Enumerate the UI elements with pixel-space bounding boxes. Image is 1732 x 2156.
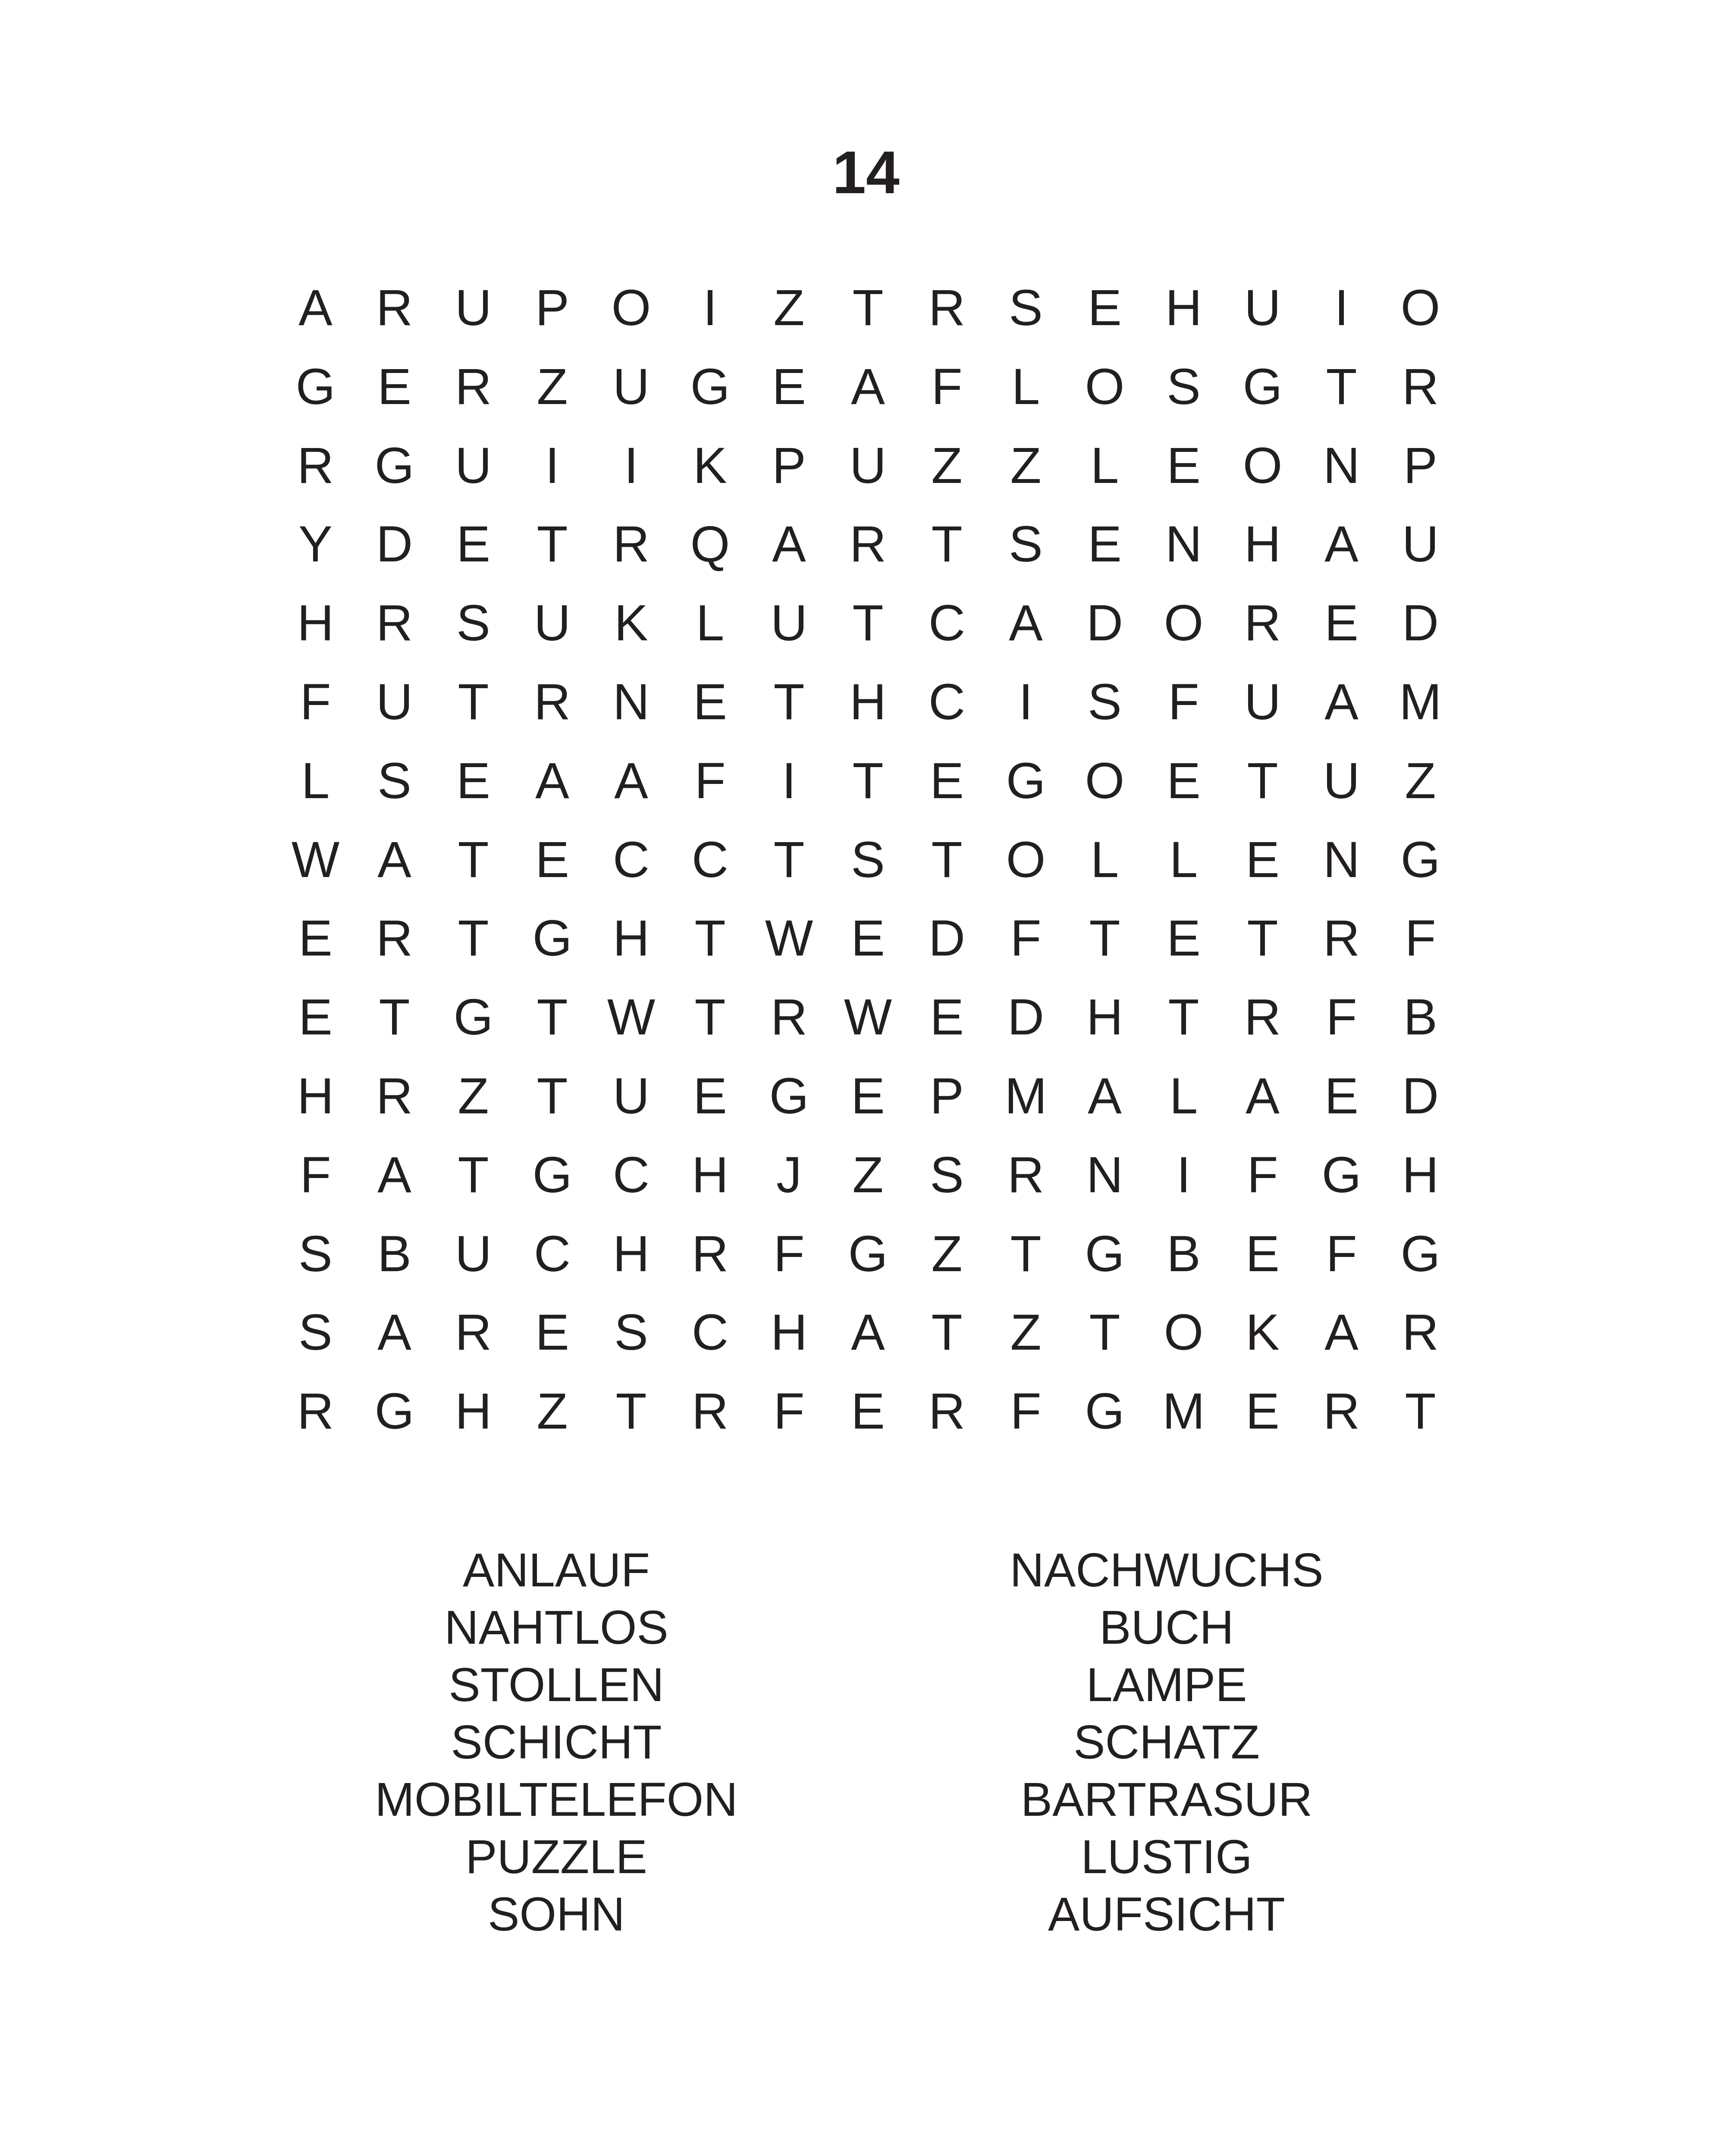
grid-cell: T xyxy=(1247,752,1278,809)
grid-cell: A xyxy=(1324,673,1359,730)
grid-cell: E xyxy=(930,752,964,809)
grid-cell: F xyxy=(1405,910,1436,967)
grid-cell: B xyxy=(1403,989,1437,1046)
word-list-item: NACHWUCHS xyxy=(1010,1544,1324,1597)
word-list-item: LAMPE xyxy=(1086,1658,1247,1711)
grid-cell: Z xyxy=(1405,752,1436,809)
grid-cell: T xyxy=(931,516,963,573)
grid-cell: H xyxy=(455,1383,492,1440)
grid-cell: K xyxy=(693,437,727,494)
grid-cell: K xyxy=(614,595,648,652)
word-list-item: PUZZLE xyxy=(465,1830,647,1883)
grid-cell: E xyxy=(1324,1067,1359,1125)
grid-cell: Z xyxy=(1010,437,1042,494)
grid-cell: O xyxy=(1164,595,1204,652)
grid-cell: R xyxy=(691,1225,729,1282)
grid-cell: T xyxy=(537,989,568,1046)
grid-cell: H xyxy=(612,1225,650,1282)
grid-cell: U xyxy=(376,673,413,730)
grid-cell: W xyxy=(607,989,656,1046)
grid-cell: L xyxy=(1169,1067,1198,1125)
grid-cell: L xyxy=(1169,831,1198,888)
grid-cell: T xyxy=(694,910,726,967)
grid-cell: E xyxy=(377,358,411,415)
grid-cell: E xyxy=(456,752,490,809)
grid-cell: R xyxy=(612,516,650,573)
grid-cell: W xyxy=(291,831,340,888)
grid-cell: H xyxy=(297,1067,334,1125)
grid-cell: R xyxy=(376,279,413,336)
grid-cell: W xyxy=(765,910,813,967)
grid-cell: K xyxy=(1246,1304,1280,1361)
grid-cell: C xyxy=(612,1146,650,1203)
grid-cell: Z xyxy=(773,279,805,336)
grid-cell: A xyxy=(535,752,569,809)
grid-cell: R xyxy=(376,1067,413,1125)
word-list-item: AUFSICHT xyxy=(1048,1888,1285,1941)
word-list-item: ANLAUF xyxy=(463,1544,650,1597)
grid-cell: L xyxy=(301,752,330,809)
grid-cell: E xyxy=(1324,595,1359,652)
grid-cell: E xyxy=(298,989,333,1046)
grid-cell: F xyxy=(773,1225,805,1282)
grid-cell: F xyxy=(1326,989,1357,1046)
grid-cell: R xyxy=(928,279,966,336)
grid-cell: O xyxy=(1400,279,1440,336)
grid-cell: R xyxy=(376,910,413,967)
word-list-item: BARTRASUR xyxy=(1020,1773,1313,1826)
grid-cell: A xyxy=(1088,1067,1122,1125)
grid-cell: U xyxy=(1244,673,1281,730)
grid-cell: H xyxy=(770,1304,808,1361)
grid-cell: I xyxy=(624,437,638,494)
grid-cell: L xyxy=(1090,831,1119,888)
grid-cell: T xyxy=(773,673,805,730)
grid-cell: R xyxy=(691,1383,729,1440)
grid-cell: D xyxy=(1402,1067,1439,1125)
grid-cell: F xyxy=(931,358,963,415)
grid-cell: D xyxy=(1007,989,1045,1046)
grid-cell: H xyxy=(691,1146,729,1203)
grid-cell: C xyxy=(612,831,650,888)
grid-cell: R xyxy=(533,673,571,730)
grid-cell: O xyxy=(611,279,651,336)
grid-cell: S xyxy=(456,595,490,652)
grid-cell: C xyxy=(691,1304,729,1361)
grid-cell: E xyxy=(1246,1225,1280,1282)
grid-cell: G xyxy=(1243,358,1283,415)
grid-cell: A xyxy=(377,831,411,888)
grid-cell: R xyxy=(297,437,334,494)
grid-cell: E xyxy=(456,516,490,573)
word-list-item: MOBILTELEFON xyxy=(375,1773,738,1826)
grid-cell: R xyxy=(1323,910,1360,967)
grid-cell: C xyxy=(533,1225,571,1282)
grid-cell: F xyxy=(1010,910,1042,967)
grid-cell: S xyxy=(851,831,885,888)
grid-cell: L xyxy=(1090,437,1119,494)
word-list-left xyxy=(298,1542,815,1943)
grid-cell: N xyxy=(1323,437,1360,494)
grid-cell: R xyxy=(455,358,492,415)
grid-cell: U xyxy=(1402,516,1439,573)
grid-cell: T xyxy=(615,1383,647,1440)
grid-cell: M xyxy=(1162,1383,1205,1440)
grid-cell: T xyxy=(458,673,489,730)
grid-cell: A xyxy=(377,1146,411,1203)
word-list-item: SCHATZ xyxy=(1073,1716,1260,1769)
grid-cell: T xyxy=(458,1146,489,1203)
grid-cell: Z xyxy=(537,1383,568,1440)
grid-cell: G xyxy=(1400,1225,1440,1282)
grid-cell: F xyxy=(773,1383,805,1440)
grid-cell: R xyxy=(455,1304,492,1361)
grid-cell: E xyxy=(535,1304,569,1361)
grid-cell: T xyxy=(1089,910,1120,967)
grid-cell: L xyxy=(696,595,725,652)
grid-cell: Z xyxy=(931,437,963,494)
grid-cell: O xyxy=(1085,752,1125,809)
grid-cell: A xyxy=(298,279,333,336)
grid-cell: R xyxy=(1402,358,1439,415)
grid-cell: E xyxy=(772,358,806,415)
grid-cell: T xyxy=(537,516,568,573)
grid-cell: T xyxy=(852,279,884,336)
grid-cell: P xyxy=(930,1067,964,1125)
grid-cell: G xyxy=(1006,752,1046,809)
grid-cell: E xyxy=(1246,1383,1280,1440)
grid-cell: G xyxy=(374,437,414,494)
word-list-item: SOHN xyxy=(488,1888,625,1941)
word-list-item: LUSTIG xyxy=(1081,1830,1252,1883)
grid-cell: A xyxy=(772,516,806,573)
grid-cell: A xyxy=(851,1304,885,1361)
grid-cell: F xyxy=(694,752,726,809)
grid-cell: T xyxy=(1326,358,1357,415)
grid-cell: A xyxy=(1324,1304,1359,1361)
grid-cell: G xyxy=(1085,1225,1125,1282)
grid-cell: D xyxy=(1086,595,1123,652)
grid-cell: R xyxy=(928,1383,966,1440)
grid-cell: M xyxy=(1399,673,1442,730)
grid-cell: E xyxy=(535,831,569,888)
grid-cell: E xyxy=(1167,752,1201,809)
grid-cell: F xyxy=(300,1146,331,1203)
grid-cell: G xyxy=(1085,1383,1125,1440)
grid-cell: T xyxy=(1089,1304,1120,1361)
grid-cell: E xyxy=(693,1067,727,1125)
grid-cell: O xyxy=(1243,437,1283,494)
grid-cell: O xyxy=(1085,358,1125,415)
grid-cell: S xyxy=(930,1146,964,1203)
grid-cell: I xyxy=(703,279,717,336)
grid-cell: T xyxy=(458,831,489,888)
grid-cell: I xyxy=(545,437,559,494)
grid-cell: N xyxy=(612,673,650,730)
grid-cell: R xyxy=(1323,1383,1360,1440)
grid-cell: I xyxy=(782,752,796,809)
grid-cell: L xyxy=(1011,358,1040,415)
grid-cell: A xyxy=(1009,595,1043,652)
grid-cell: S xyxy=(298,1304,333,1361)
grid-cell: A xyxy=(614,752,648,809)
grid-cell: A xyxy=(1324,516,1359,573)
grid-cell: R xyxy=(770,989,808,1046)
grid-cell: H xyxy=(1086,989,1123,1046)
grid-cell: A xyxy=(851,358,885,415)
grid-cell: H xyxy=(1244,516,1281,573)
grid-cell: U xyxy=(849,437,887,494)
grid-cell: R xyxy=(1244,989,1281,1046)
grid-cell: C xyxy=(928,595,966,652)
grid-cell: Y xyxy=(298,516,333,573)
grid-cell: F xyxy=(1010,1383,1042,1440)
grid-cell: B xyxy=(377,1225,411,1282)
page-number: 14 xyxy=(832,138,900,206)
grid-cell: G xyxy=(1400,831,1440,888)
grid-cell: S xyxy=(1009,279,1043,336)
grid-cell: A xyxy=(377,1304,411,1361)
grid-cell: R xyxy=(1007,1146,1045,1203)
grid-cell: P xyxy=(772,437,806,494)
grid-cell: I xyxy=(1177,1146,1191,1203)
grid-cell: I xyxy=(1334,279,1349,336)
grid-cell: Q xyxy=(690,516,730,573)
grid-cell: U xyxy=(770,595,808,652)
word-list-item: BUCH xyxy=(1099,1601,1234,1654)
grid-cell: T xyxy=(1168,989,1199,1046)
grid-cell: T xyxy=(694,989,726,1046)
grid-cell: E xyxy=(298,910,333,967)
grid-cell: T xyxy=(379,989,410,1046)
grid-cell: D xyxy=(376,516,413,573)
grid-cell: N xyxy=(1165,516,1202,573)
grid-cell: C xyxy=(691,831,729,888)
grid-cell: Z xyxy=(1010,1304,1042,1361)
grid-cell: T xyxy=(931,831,963,888)
grid-cell: S xyxy=(1009,516,1043,573)
grid-cell: S xyxy=(377,752,411,809)
grid-cell: G xyxy=(374,1383,414,1440)
grid-cell: E xyxy=(1167,437,1201,494)
grid-cell: E xyxy=(1088,516,1122,573)
grid-cell: F xyxy=(1168,673,1199,730)
grid-cell: W xyxy=(844,989,892,1046)
grid-cell: Z xyxy=(537,358,568,415)
grid-cell: A xyxy=(1246,1067,1280,1125)
grid-cell: T xyxy=(1010,1225,1042,1282)
grid-cell: T xyxy=(458,910,489,967)
grid-cell: F xyxy=(300,673,331,730)
grid-cell: U xyxy=(612,358,650,415)
word-list-item: NAHTLOS xyxy=(444,1601,668,1654)
grid-cell: G xyxy=(295,358,336,415)
grid-cell: G xyxy=(1321,1146,1362,1203)
grid-cell: P xyxy=(535,279,569,336)
grid-cell: I xyxy=(1019,673,1033,730)
grid-cell: P xyxy=(1403,437,1437,494)
grid-cell: O xyxy=(1164,1304,1204,1361)
grid-cell: M xyxy=(1004,1067,1047,1125)
grid-cell: U xyxy=(1323,752,1360,809)
grid-cell: U xyxy=(455,1225,492,1282)
grid-cell: C xyxy=(928,673,966,730)
grid-cell: G xyxy=(532,1146,572,1203)
grid-cell: E xyxy=(851,1067,885,1125)
grid-cell: G xyxy=(453,989,493,1046)
word-list-right xyxy=(908,1542,1425,1943)
grid-cell: G xyxy=(532,910,572,967)
grid-cell: H xyxy=(1165,279,1202,336)
grid-cell: D xyxy=(1402,595,1439,652)
grid-cell: E xyxy=(1246,831,1280,888)
grid-cell: E xyxy=(693,673,727,730)
grid-cell: U xyxy=(455,437,492,494)
grid-cell: E xyxy=(851,1383,885,1440)
grid-cell: U xyxy=(455,279,492,336)
grid-cell: R xyxy=(297,1383,334,1440)
grid-cell: N xyxy=(1323,831,1360,888)
grid-cell: D xyxy=(928,910,966,967)
grid-cell: S xyxy=(298,1225,333,1282)
grid-cell: H xyxy=(297,595,334,652)
grid-cell: N xyxy=(1086,1146,1123,1203)
grid-cell: T xyxy=(1247,910,1278,967)
grid-cell: Z xyxy=(931,1225,963,1282)
grid-cell: R xyxy=(849,516,887,573)
letter-grid xyxy=(276,279,1459,1465)
grid-cell: B xyxy=(1167,1225,1201,1282)
grid-cell: G xyxy=(848,1225,888,1282)
grid-cell: H xyxy=(849,673,887,730)
word-list-item: SCHICHT xyxy=(451,1716,662,1769)
grid-cell: S xyxy=(1167,358,1201,415)
grid-cell: R xyxy=(376,595,413,652)
grid-cell: J xyxy=(776,1146,802,1203)
grid-cell: F xyxy=(1326,1225,1357,1282)
grid-cell: E xyxy=(930,989,964,1046)
grid-cell: H xyxy=(1402,1146,1439,1203)
grid-cell: G xyxy=(769,1067,809,1125)
grid-cell: U xyxy=(612,1067,650,1125)
grid-cell: Z xyxy=(458,1067,489,1125)
grid-cell: T xyxy=(1405,1383,1436,1440)
grid-cell: T xyxy=(537,1067,568,1125)
grid-cell: H xyxy=(612,910,650,967)
word-list-item: STOLLEN xyxy=(449,1658,664,1711)
grid-cell: T xyxy=(931,1304,963,1361)
grid-cell: F xyxy=(1247,1146,1278,1203)
grid-cell: R xyxy=(1244,595,1281,652)
grid-cell: Z xyxy=(852,1146,884,1203)
grid-cell: E xyxy=(1167,910,1201,967)
grid-cell: U xyxy=(533,595,571,652)
grid-cell: E xyxy=(851,910,885,967)
grid-cell: T xyxy=(773,831,805,888)
grid-cell: E xyxy=(1088,279,1122,336)
grid-cell: T xyxy=(852,752,884,809)
grid-cell: T xyxy=(852,595,884,652)
grid-cell: G xyxy=(690,358,730,415)
grid-cell: R xyxy=(1402,1304,1439,1361)
grid-cell: O xyxy=(1006,831,1046,888)
grid-cell: S xyxy=(1088,673,1122,730)
grid-cell: S xyxy=(614,1304,648,1361)
grid-cell: U xyxy=(1244,279,1281,336)
